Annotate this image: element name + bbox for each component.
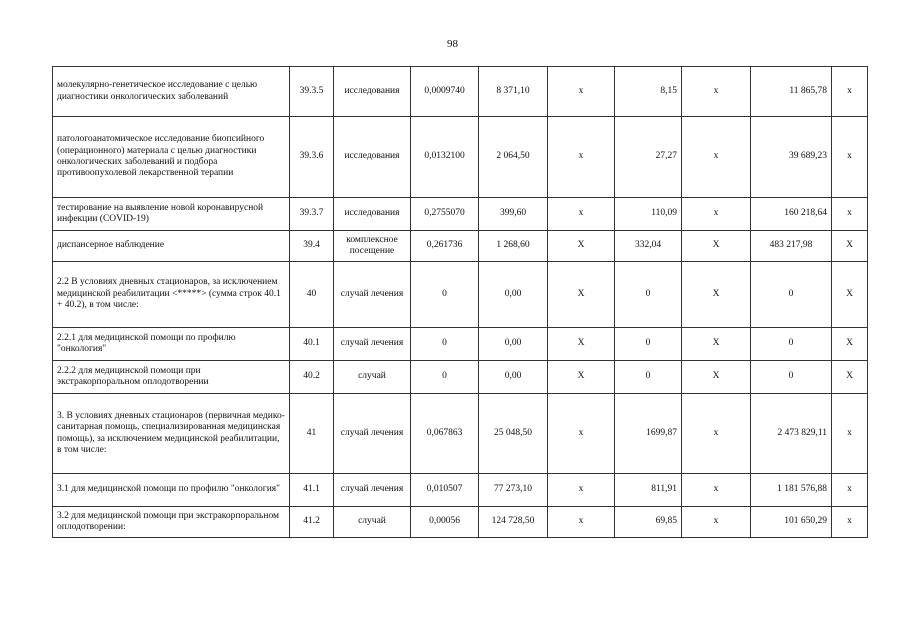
row-cost: 399,60 (479, 198, 548, 231)
row-value2: 483 217,98 (751, 231, 832, 262)
row-value1: 69,85 (615, 507, 682, 538)
row-value2: 39 689,23 (751, 117, 832, 198)
row-norm: 0,261736 (411, 231, 479, 262)
table-row (53, 198, 868, 231)
row-code: 40.1 (290, 328, 334, 361)
row-x1: х (548, 394, 615, 474)
row-description: 3. В условиях дневных стационаров (первичная медико-санитарная помощь, специализированная медицинская помощь), за исключением медицинской реабилитации, в том числе: (53, 394, 290, 474)
row-x2: X (682, 328, 751, 361)
row-norm: 0,010507 (411, 474, 479, 507)
row-code: 39.4 (290, 231, 334, 262)
row-x2: х (682, 474, 751, 507)
row-norm: 0,067863 (411, 394, 479, 474)
row-x3: х (832, 474, 868, 507)
row-x2: х (682, 507, 751, 538)
row-value1: 1699,87 (615, 394, 682, 474)
row-unit: комплексное посещение (334, 231, 411, 262)
row-value1: 110,09 (615, 198, 682, 231)
row-x3: X (832, 262, 868, 328)
row-value1: 332,04 (615, 231, 682, 262)
row-description: 2.2 В условиях дневных стационаров, за исключением медицинской реабилитации <*****> (сумма строк 40.1 + 40.2), в том числе: (53, 262, 290, 328)
row-x2: х (682, 394, 751, 474)
table-row (53, 328, 868, 361)
row-x2: х (682, 198, 751, 231)
row-unit: случай лечения (334, 262, 411, 328)
row-description: 2.2.2 для медицинской помощи при экстракорпоральном оплодотворении (53, 361, 290, 394)
row-code: 41.1 (290, 474, 334, 507)
row-code: 40.2 (290, 361, 334, 394)
row-value2: 11 865,78 (751, 67, 832, 117)
row-x3: х (832, 198, 868, 231)
page-number: 98 (447, 38, 458, 50)
row-x1: х (548, 117, 615, 198)
table-row (53, 262, 868, 328)
row-norm: 0,0009740 (411, 67, 479, 117)
table-row (53, 361, 868, 394)
row-cost: 77 273,10 (479, 474, 548, 507)
table-row (53, 231, 868, 262)
row-cost: 0,00 (479, 361, 548, 394)
row-value2: 101 650,29 (751, 507, 832, 538)
row-x1: х (548, 67, 615, 117)
row-x3: х (832, 507, 868, 538)
row-x2: X (682, 361, 751, 394)
row-x1: X (548, 262, 615, 328)
row-x2: X (682, 231, 751, 262)
row-value2: 0 (751, 361, 832, 394)
row-x3: х (832, 117, 868, 198)
row-code: 39.3.7 (290, 198, 334, 231)
row-x2: X (682, 262, 751, 328)
row-value2: 160 218,64 (751, 198, 832, 231)
norms-table (52, 66, 868, 538)
row-norm: 0,00056 (411, 507, 479, 538)
row-cost: 1 268,60 (479, 231, 548, 262)
row-value2: 0 (751, 262, 832, 328)
table-row (53, 67, 868, 117)
row-value2: 1 181 576,88 (751, 474, 832, 507)
row-value1: 27,27 (615, 117, 682, 198)
row-cost: 0,00 (479, 328, 548, 361)
row-unit: исследования (334, 67, 411, 117)
row-description: молекулярно-генетическое исследование с целью диагностики онкологических заболеваний (53, 67, 290, 117)
row-unit: случай (334, 361, 411, 394)
row-description: диспансерное наблюдение (53, 231, 290, 262)
row-norm: 0,2755070 (411, 198, 479, 231)
row-description: 2.2.1 для медицинской помощи по профилю "онкология" (53, 328, 290, 361)
row-code: 41.2 (290, 507, 334, 538)
row-value2: 2 473 829,11 (751, 394, 832, 474)
row-value2: 0 (751, 328, 832, 361)
row-unit: случай лечения (334, 474, 411, 507)
row-cost: 0,00 (479, 262, 548, 328)
row-unit: исследования (334, 117, 411, 198)
row-x1: х (548, 507, 615, 538)
table-row (53, 117, 868, 198)
row-value1: 811,91 (615, 474, 682, 507)
table-row (53, 394, 868, 474)
row-x3: X (832, 361, 868, 394)
row-x1: х (548, 198, 615, 231)
row-x1: X (548, 361, 615, 394)
row-norm: 0,0132100 (411, 117, 479, 198)
row-x1: X (548, 231, 615, 262)
row-cost: 2 064,50 (479, 117, 548, 198)
row-unit: случай лечения (334, 394, 411, 474)
row-cost: 25 048,50 (479, 394, 548, 474)
row-value1: 0 (615, 328, 682, 361)
row-norm: 0 (411, 262, 479, 328)
row-description: 3.2 для медицинской помощи при экстракорпоральном оплодотворении: (53, 507, 290, 538)
row-x1: X (548, 328, 615, 361)
row-norm: 0 (411, 361, 479, 394)
row-description: тестирование на выявление новой коронавирусной инфекции (COVID-19) (53, 198, 290, 231)
row-description: 3.1 для медицинской помощи по профилю "онкология" (53, 474, 290, 507)
table-row (53, 507, 868, 538)
row-x3: X (832, 328, 868, 361)
row-x3: х (832, 394, 868, 474)
row-code: 39.3.5 (290, 67, 334, 117)
row-value1: 0 (615, 262, 682, 328)
table-row (53, 474, 868, 507)
row-code: 39.3.6 (290, 117, 334, 198)
row-value1: 0 (615, 361, 682, 394)
row-x3: х (832, 67, 868, 117)
row-cost: 8 371,10 (479, 67, 548, 117)
row-unit: случай (334, 507, 411, 538)
row-code: 40 (290, 262, 334, 328)
row-x2: х (682, 67, 751, 117)
row-cost: 124 728,50 (479, 507, 548, 538)
row-x1: х (548, 474, 615, 507)
row-unit: случай лечения (334, 328, 411, 361)
row-description: патологоанатомическое исследование биопсийного (операционного) материала с целью диагностики онкологических заболеваний и подбора противоопухолевой лекарственной терапии (53, 117, 290, 198)
row-norm: 0 (411, 328, 479, 361)
row-code: 41 (290, 394, 334, 474)
row-x3: X (832, 231, 868, 262)
row-value1: 8,15 (615, 67, 682, 117)
row-unit: исследования (334, 198, 411, 231)
row-x2: х (682, 117, 751, 198)
